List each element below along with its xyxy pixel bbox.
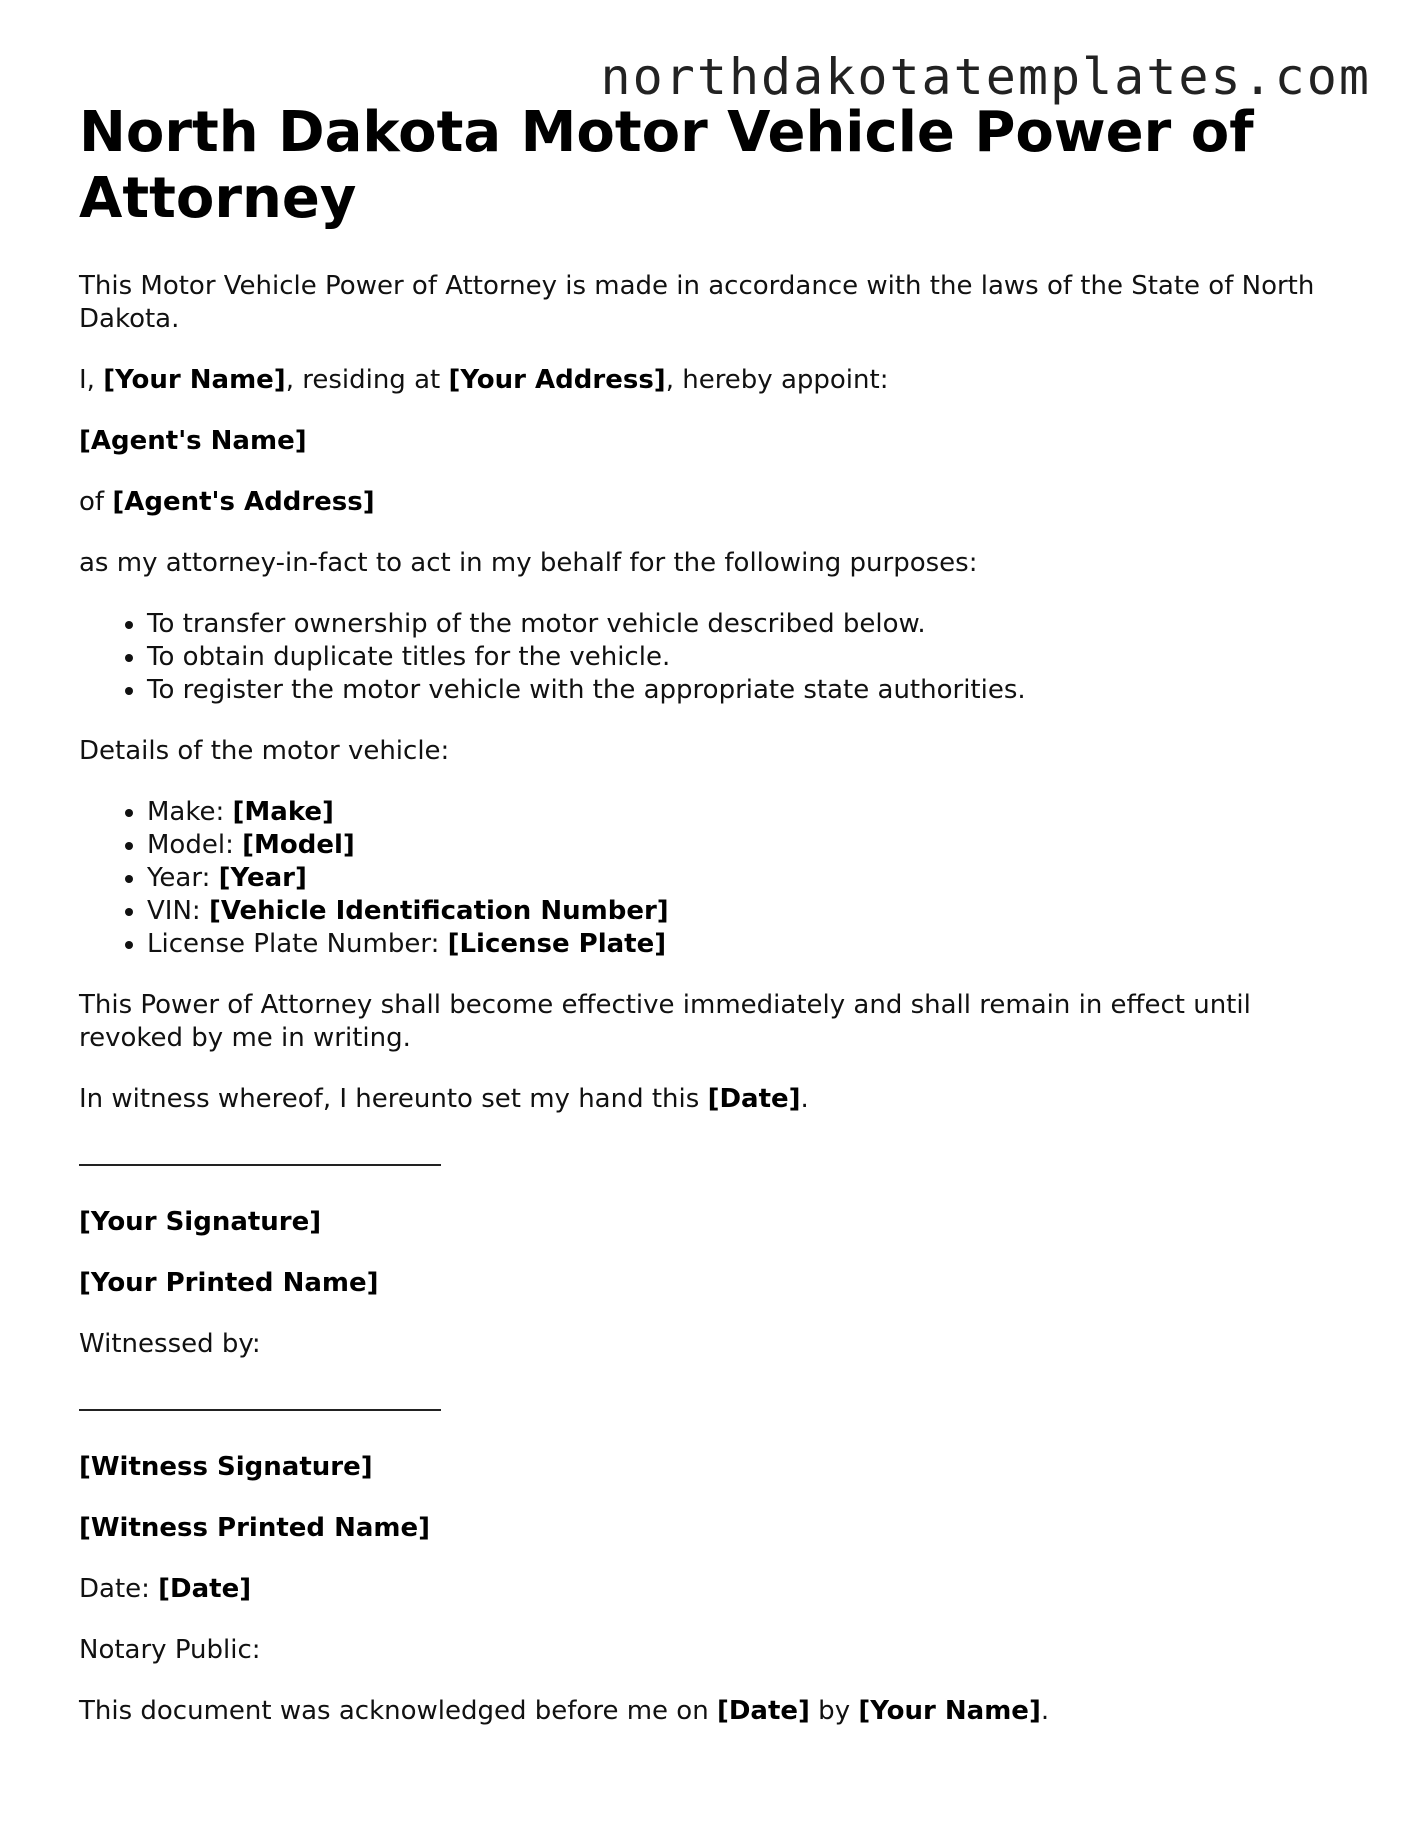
purpose-item: • To transfer ownership of the motor vehicle described below. — [147, 608, 1359, 641]
vehicle-detail-year — [147, 862, 1359, 895]
witness-signature-line — [79, 1409, 441, 1411]
principal-signature-line — [79, 1164, 441, 1166]
principal-printed-name-paragraph — [79, 1267, 1359, 1300]
document-title: North Dakota Motor Vehicle Power of Attorney — [79, 100, 1254, 231]
witnessed-by-label: Witnessed by: — [79, 1329, 261, 1359]
principal-signature-placeholder: [Your Signature] — [79, 1207, 322, 1237]
detail-value: [License Plate] — [447, 929, 667, 959]
witness-printed-name-paragraph — [79, 1512, 1359, 1545]
vehicle-detail-plate — [147, 928, 1359, 961]
date-paragraph — [79, 1573, 1359, 1606]
date-label: Date: — [79, 1574, 159, 1604]
purpose-item: • To obtain duplicate titles for the vehicle. — [147, 641, 1359, 674]
agent-of-prefix: of — [79, 487, 113, 517]
witness-signature-placeholder: [Witness Signature] — [79, 1452, 373, 1482]
document-page — [79, 100, 1359, 1728]
vehicle-detail-model — [147, 829, 1359, 862]
witness-whereof-date: [Date] — [707, 1084, 801, 1114]
purpose-item: • To register the motor vehicle with the appropriate state authorities. — [147, 674, 1359, 707]
agent-address-placeholder: [Agent's Address] — [112, 487, 375, 517]
principal-address-placeholder: [Your Address] — [448, 365, 666, 395]
date-placeholder: [Date] — [158, 1574, 252, 1604]
detail-label: Make: — [147, 797, 233, 827]
principal-printed-name-placeholder: [Your Printed Name] — [79, 1268, 379, 1298]
witness-printed-name-placeholder: [Witness Printed Name] — [79, 1513, 430, 1543]
vehicle-detail-vin — [147, 895, 1359, 928]
vehicle-details-list — [79, 796, 1359, 961]
acknowledgement-paragraph — [79, 1695, 1359, 1728]
detail-label: Year: — [147, 863, 219, 893]
principal-signature-paragraph — [79, 1206, 1359, 1239]
details-intro: Details of the motor vehicle: — [79, 736, 450, 766]
detail-label: Model: — [147, 830, 243, 860]
vehicle-detail-make — [147, 796, 1359, 829]
agent-name-placeholder: [Agent's Name] — [79, 426, 307, 456]
purposes-intro: as my attorney-in-fact to act in my behalf for the following purposes: — [79, 548, 978, 578]
site-watermark: northdakotatemplates.com — [600, 48, 1371, 106]
ack-middle: by — [809, 1696, 859, 1726]
detail-value: [Model] — [242, 830, 355, 860]
appoint-middle: , residing at — [285, 365, 449, 395]
appoint-prefix: I, — [79, 365, 104, 395]
witness-whereof-paragraph — [79, 1083, 1359, 1116]
witness-signature-paragraph — [79, 1451, 1359, 1484]
intro-paragraph: This Motor Vehicle Power of Attorney is made in accordance with the laws of the State of North Dakota. — [79, 271, 1315, 334]
purposes-list — [79, 608, 1359, 707]
detail-value: [Year] — [218, 863, 307, 893]
agent-address-paragraph — [79, 486, 1359, 519]
ack-prefix: This document was acknowledged before me on — [79, 1696, 717, 1726]
witness-whereof-prefix: In witness whereof, I hereunto set my hand this — [79, 1084, 708, 1114]
ack-name-placeholder: [Your Name] — [858, 1696, 1041, 1726]
detail-label: License Plate Number: — [147, 929, 448, 959]
ack-date-placeholder: [Date] — [716, 1696, 810, 1726]
effective-paragraph: This Power of Attorney shall become effective immediately and shall remain in effect until revoked by me in writing. — [79, 990, 1251, 1053]
witness-whereof-suffix: . — [800, 1084, 809, 1114]
notary-label: Notary Public: — [79, 1635, 261, 1665]
detail-label: VIN: — [147, 896, 209, 926]
agent-name-paragraph — [79, 425, 1359, 458]
principal-name-placeholder: [Your Name] — [103, 365, 286, 395]
appoint-paragraph — [79, 364, 1359, 397]
appoint-suffix: , hereby appoint: — [665, 365, 889, 395]
detail-value: [Vehicle Identification Number] — [208, 896, 669, 926]
detail-value: [Make] — [232, 797, 334, 827]
ack-suffix: . — [1040, 1696, 1050, 1726]
